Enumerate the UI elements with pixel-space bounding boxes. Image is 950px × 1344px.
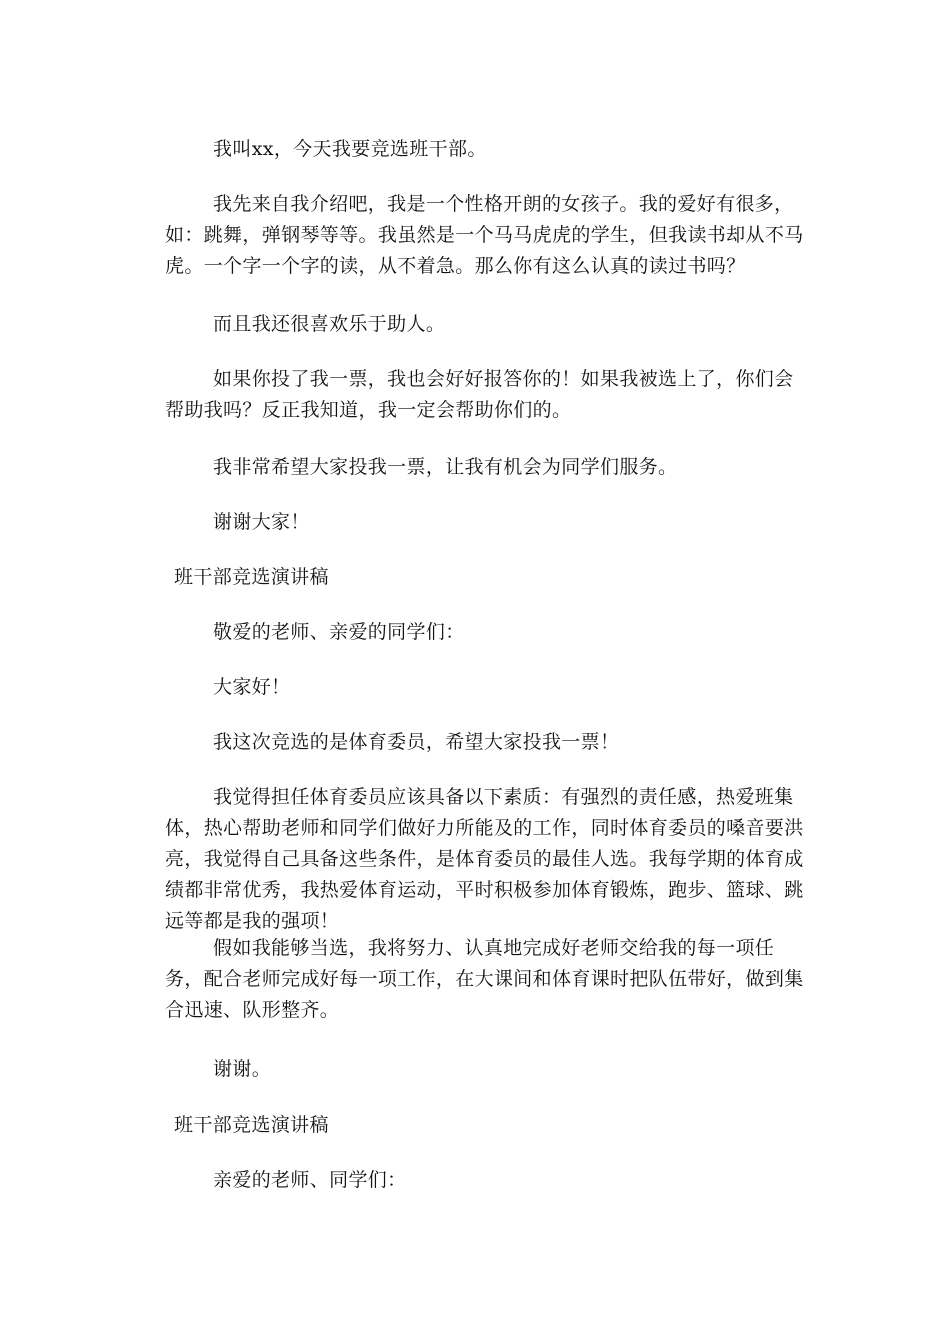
paragraph-intro: 我叫xx，今天我要竞选班干部。 [213, 138, 487, 160]
paragraph-qualities: 我觉得担任体育委员应该具备以下素质：有强烈的责任感，热爱班集体，热心帮助老师和同学们做好力所能及的工作，同时体育委员的嗓音要洪亮，我觉得自己具备这些条件，是体育委员的最佳人选。我每学期的体育成绩都非常优秀，我热爱体育运动，平时积极参加体育锻炼，跑步、篮球、跳远等都是我的强项！ [165, 786, 804, 932]
paragraph-greeting-2: 亲爱的老师、同学们： [213, 1169, 407, 1191]
paragraph-thanks-all: 谢谢大家！ [213, 511, 310, 533]
paragraph-hope: 我非常希望大家投我一票，让我有机会为同学们服务。 [213, 456, 678, 478]
paragraph-hello: 大家好！ [213, 676, 291, 698]
paragraph-helpful: 而且我还很喜欢乐于助人。 [213, 313, 446, 335]
paragraph-self-introduction: 我先来自我介绍吧，我是一个性格开朗的女孩子。我的爱好有很多，如：跳舞，弹钢琴等等。我虽然是一个马马虎虎的学生，但我读书却从不马虎。一个字一个字的读，从不着急。那么你有这么认真的读过书吗？ [165, 193, 804, 277]
paragraph-vote-promise: 如果你投了我一票，我也会好好报答你的！如果我被选上了，你们会帮助我吗？反正我知道，我一定会帮助你们的。 [165, 368, 794, 421]
paragraph-position: 我这次竞选的是体育委员，希望大家投我一票！ [213, 731, 620, 753]
section-heading-2: 班干部竞选演讲稿 [174, 1114, 329, 1136]
paragraph-greeting-1: 敬爱的老师、亲爱的同学们： [213, 621, 465, 643]
paragraph-plan: 假如我能够当选，我将努力、认真地完成好老师交给我的每一项任务，配合老师完成好每一项工作，在大课间和体育课时把队伍带好，做到集合迅速、队形整齐。 [165, 937, 804, 1021]
section-heading-1: 班干部竞选演讲稿 [174, 566, 329, 588]
paragraph-thanks: 谢谢。 [213, 1058, 272, 1080]
